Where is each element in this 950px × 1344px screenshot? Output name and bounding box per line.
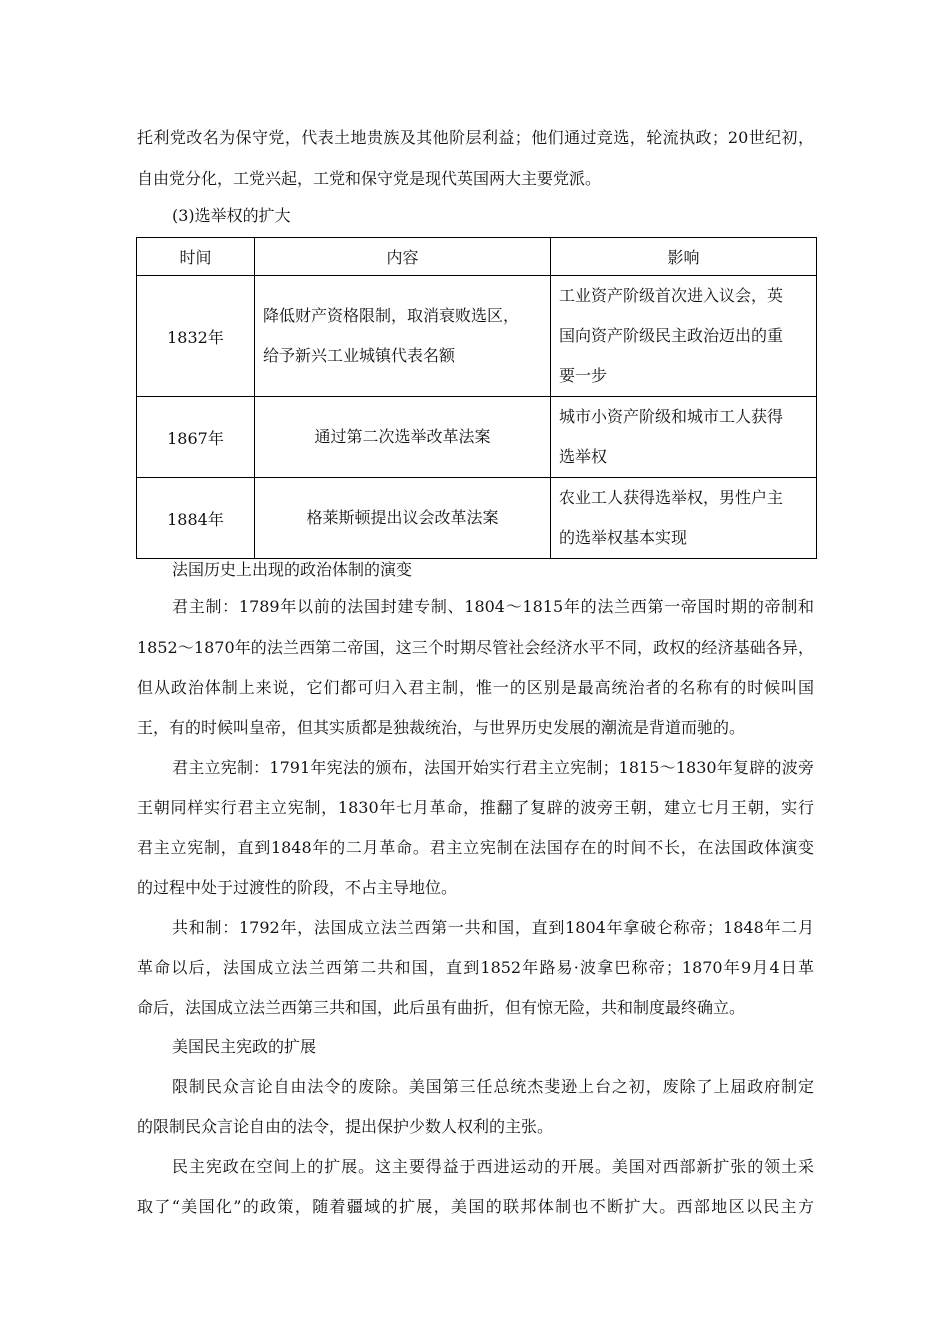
row-time: 1832年	[137, 276, 255, 397]
constitutional-line-4: 的过程中处于过渡性的阶段，不占主导地位。	[137, 878, 458, 897]
section-heading: (3)选举权的扩大	[172, 206, 291, 225]
constitutional-line-1: 君主立宪制：1791年宪法的颁布，法国开始实行君主立宪制；1815～1830年复辟的波旁	[172, 758, 814, 777]
intro-line-2: 自由党分化，工党兴起，工党和保守党是现代英国两大主要党派。	[137, 169, 602, 188]
free-speech-line-2: 的限制民众言论自由的法令，提出保护少数人权利的主张。	[137, 1117, 554, 1136]
usa-heading: 美国民主宪政的扩展	[172, 1037, 317, 1056]
header-time: 时间	[137, 238, 255, 276]
westward-line-1: 民主宪政在空间上的扩展。这主要得益于西进运动的开展。美国对西部新扩张的领土采	[172, 1157, 814, 1176]
impact-line: 选举权	[559, 447, 608, 466]
republic-line-3: 命后，法国成立法兰西第三共和国，此后虽有曲折，但有惊无险，共和制度最终确立。	[137, 998, 746, 1017]
westward-line-2: 取了“美国化”的政策，随着疆域的扩展，美国的联邦体制也不断扩大。西部地区以民主方	[137, 1197, 814, 1216]
free-speech-line-1: 限制民众言论自由法令的废除。美国第三任总统杰斐逊上台之初，废除了上届政府制定	[172, 1077, 814, 1096]
table-row	[137, 478, 817, 559]
monarchy-line-2: 1852～1870年的法兰西第二帝国，这三个时期尽管社会经济水平不同，政权的经济基础各异，	[137, 638, 814, 657]
impact-line: 工业资产阶级首次进入议会，英	[559, 286, 784, 305]
monarchy-line-3: 但从政治体制上来说，它们都可归入君主制，惟一的区别是最高统治者的名称有的时候叫国	[137, 678, 814, 697]
intro-line-1: 托利党改名为保守党，代表土地贵族及其他阶层利益；他们通过竞选，轮流执政；20世纪初，	[137, 128, 814, 147]
row-impact	[551, 276, 817, 397]
table-header-row	[137, 238, 817, 276]
constitutional-line-2: 王朝同样实行君主立宪制，1830年七月革命，推翻了复辟的波旁王朝，建立七月王朝，实行	[137, 798, 814, 817]
impact-line: 城市小资产阶级和城市工人获得	[559, 407, 784, 426]
table-row	[137, 397, 817, 478]
content-line: 降低财产资格限制，取消衰败选区，	[263, 306, 520, 325]
content-line: 通过第二次选举改革法案	[314, 427, 491, 446]
row-content	[255, 397, 551, 478]
row-impact	[551, 397, 817, 478]
content-line: 格莱斯顿提出议会改革法案	[306, 508, 499, 527]
content-line: 给予新兴工业城镇代表名额	[263, 346, 456, 365]
republic-line-1: 共和制：1792年，法国成立法兰西第一共和国，直到1804年拿破仑称帝；1848年二月	[172, 918, 814, 937]
row-content	[255, 276, 551, 397]
france-heading: 法国历史上出现的政治体制的演变	[172, 560, 413, 579]
row-impact	[551, 478, 817, 559]
monarchy-line-1: 君主制：1789年以前的法国封建专制、1804～1815年的法兰西第一帝国时期的帝制和	[172, 597, 814, 616]
suffrage-table	[136, 237, 817, 559]
row-time: 1867年	[137, 397, 255, 478]
monarchy-line-4: 王，有的时候叫皇帝，但其实质都是独裁统治，与世界历史发展的潮流是背道而驰的。	[137, 718, 746, 737]
impact-line: 的选举权基本实现	[559, 528, 688, 547]
impact-line: 要一步	[559, 366, 608, 385]
header-impact: 影响	[551, 238, 817, 276]
impact-line: 国向资产阶级民主政治迈出的重	[559, 326, 784, 345]
impact-line: 农业工人获得选举权，男性户主	[559, 488, 784, 507]
row-time: 1884年	[137, 478, 255, 559]
table-row	[137, 276, 817, 397]
republic-line-2: 革命以后，法国成立法兰西第二共和国，直到1852年路易·波拿巴称帝；1870年9月4日革	[137, 958, 814, 977]
row-content	[255, 478, 551, 559]
header-content: 内容	[255, 238, 551, 276]
constitutional-line-3: 君主立宪制，直到1848年的二月革命。君主立宪制在法国存在的时间不长，在法国政体演变	[137, 838, 814, 857]
